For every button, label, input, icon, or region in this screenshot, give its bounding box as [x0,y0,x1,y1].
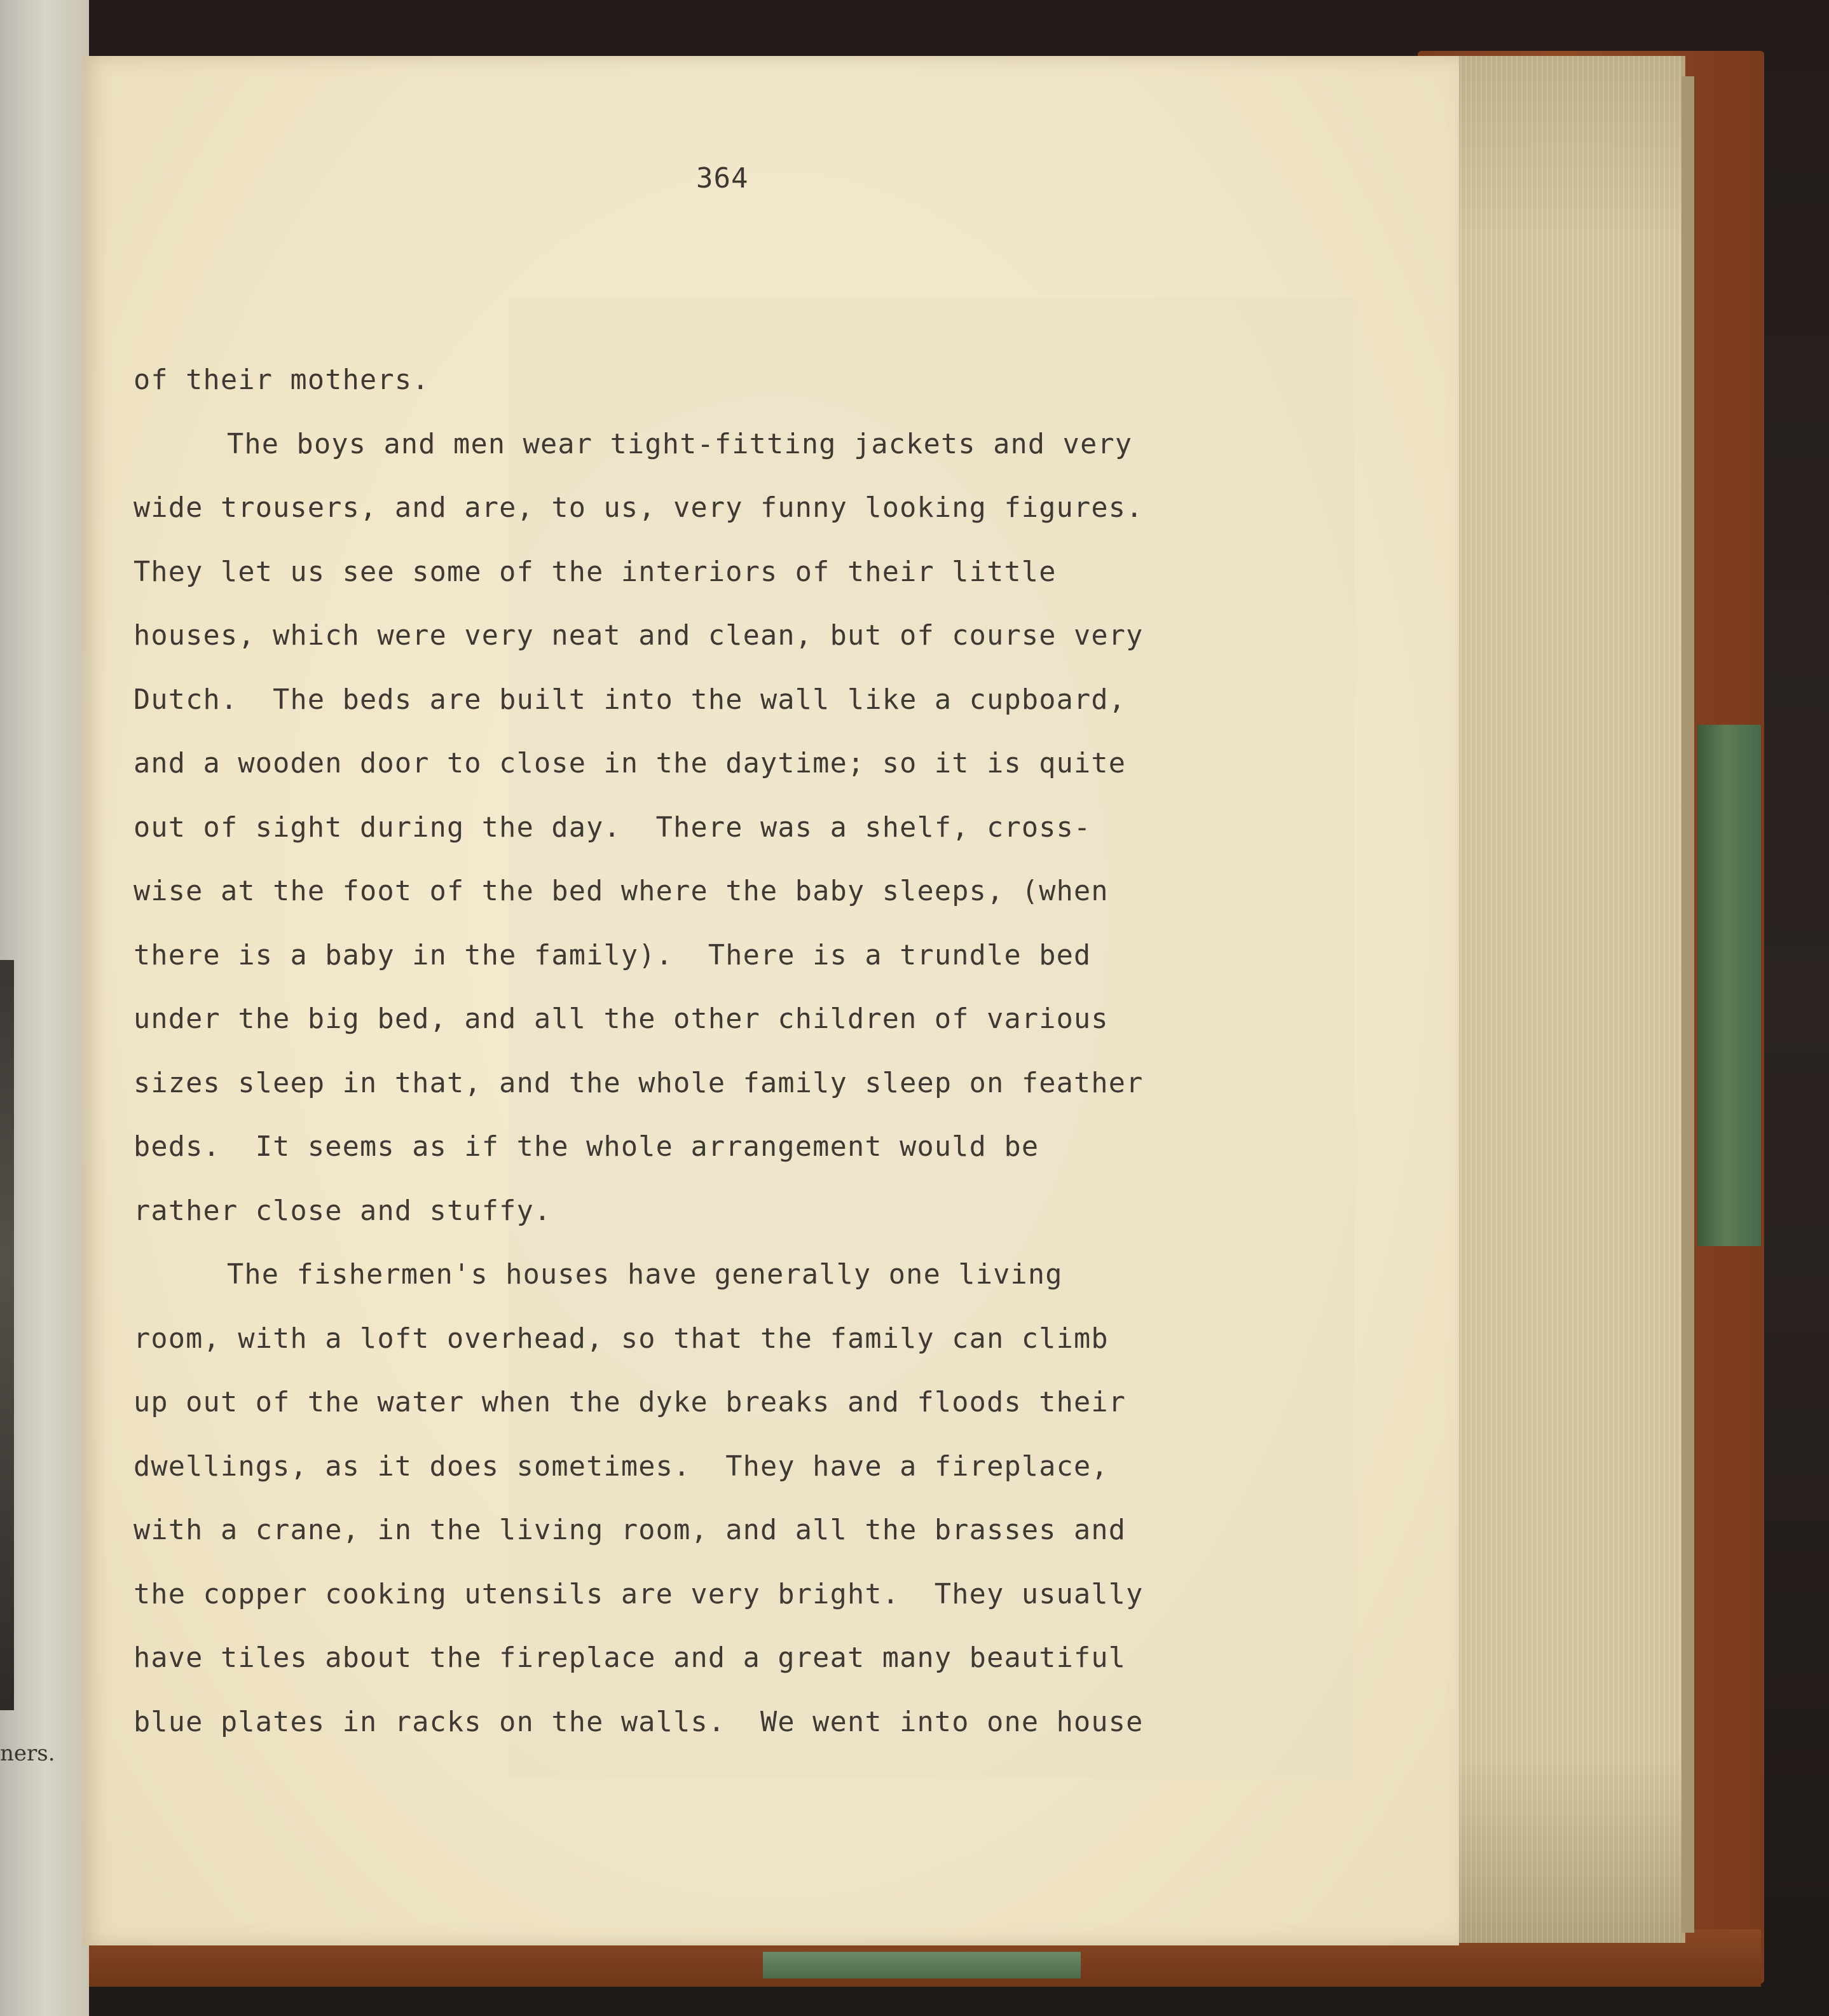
text-line: up out of the water when the dyke breaks and floods their [134,1387,1127,1418]
facing-page-photo [0,960,14,1710]
text-line: The fishermen's houses have generally one living [227,1259,1063,1291]
text-line: have tiles about the fireplace and a great many beautiful [134,1642,1127,1674]
text-line: Dutch. The beds are built into the wall like a cupboard, [134,683,1127,716]
facing-page-caption: ners. [0,1741,55,1766]
green-ribbon-bottom [763,1952,1081,1978]
text-line: wide trousers, and are, to us, very funny looking figures. [134,492,1144,524]
text-line: the copper cooking utensils are very bright. They usually [134,1578,1144,1610]
text-line: They let us see some of the interiors of their little [134,556,1057,588]
facing-page [0,0,89,2016]
text-line: there is a baby in the family). There is a trundle bed [134,939,1092,971]
text-line: room, with a loft overhead, so that the family can climb [134,1322,1109,1355]
text-line: blue plates in racks on the walls. We went into one house [134,1706,1144,1738]
page-number: 364 [696,162,749,195]
text-line: dwellings, as it does sometimes. They have a fireplace, [134,1450,1109,1483]
text-line: out of sight during the day. There was a shelf, cross- [134,811,1092,844]
text-line: with a crane, in the living room, and all the brasses and [134,1514,1127,1546]
green-ribbon-bookmark [1697,725,1761,1246]
text-line: houses, which were very neat and clean, but of course very [134,620,1144,652]
board-edge [1682,76,1694,1933]
text-line: beds. It seems as if the whole arrangement would be [134,1131,1039,1163]
text-line: and a wooden door to close in the daytime; so it is quite [134,748,1127,779]
text-line: sizes sleep in that, and the whole family sleep on feather [134,1067,1144,1099]
text-line: rather close and stuffy. [134,1195,552,1227]
page-edges-shade [1453,56,1682,1943]
text-line: wise at the foot of the bed where the baby sleeps, (when [134,875,1109,907]
typewritten-text [134,348,1399,1754]
text-line: of their mothers. [134,364,430,396]
text-line: The boys and men wear tight-fitting jackets and very [227,428,1133,460]
text-line: under the big bed, and all the other children of various [134,1003,1109,1035]
